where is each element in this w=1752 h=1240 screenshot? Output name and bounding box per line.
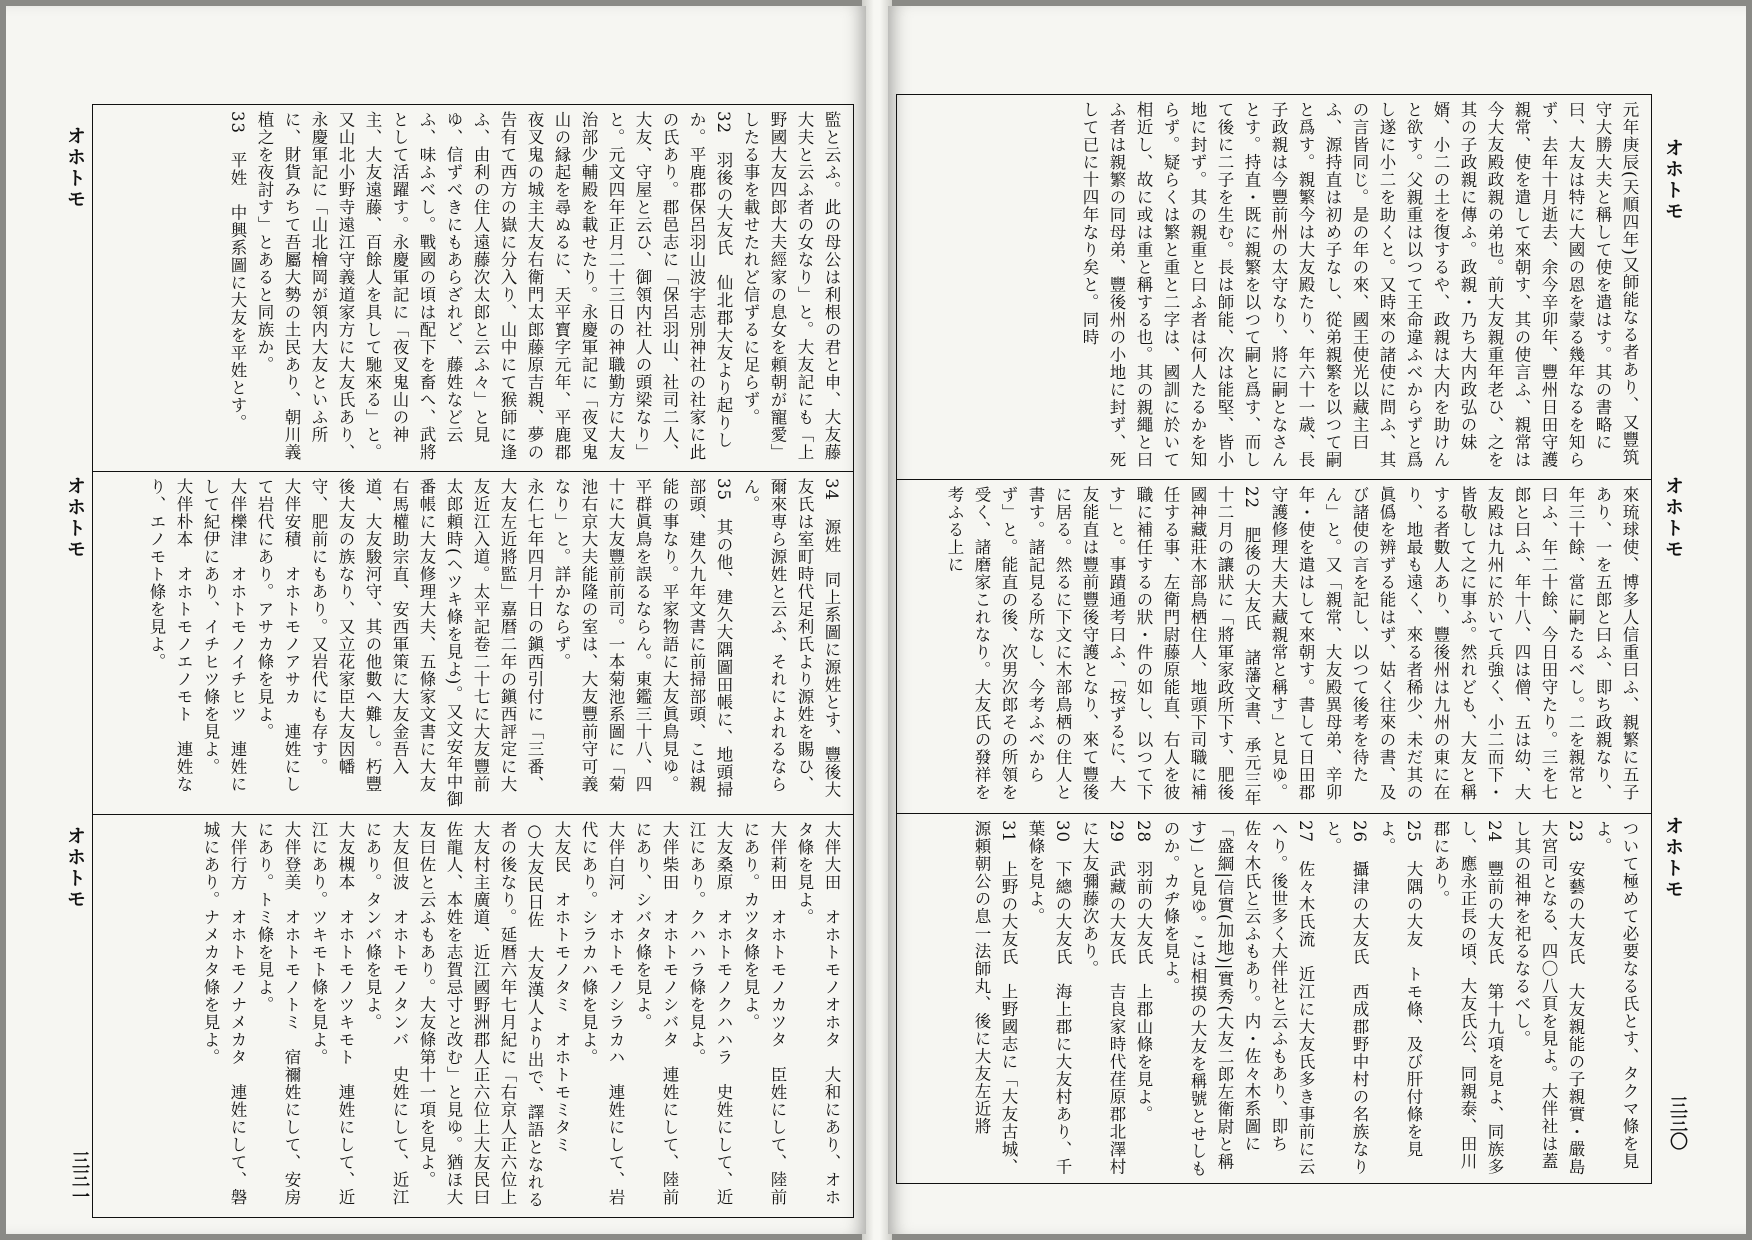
text-frame [92, 104, 854, 1218]
left-page [6, 6, 866, 1234]
section-text: 34 源姓 同上系圖に源姓とす、豐後大友氏は室町時代足利氏より源姓を賜ひ、爾來専ら源姓と云ふ、それによれるならん。 35 其の他、建久大隅圖田帳に、地頭掃部頭、建久九年文書に前掃部頭、こは親能の事なり。平家物語に大友眞鳥見ゆ。平群眞鳥を誤るならん。東鑑三十八、四十に大友豐前前司。一本菊池系圖に「菊池右京大夫能隆の室は、大友豐前守可義なり」と。詳かならず。 永仁七年四月十日の鎭西引付に「三番、大友左近將監」嘉暦二年の鎭西評定に大友近江入道。太平記卷二十七に大友豐前太郎頼時(ヘツキ條を見よ)。又文安年中御番帳に大友修理大夫、五條家文書に大友右馬權助宗直、安西軍策に大友金吾入道、大友駿河守、其の他數へ難し。朽豐後大友の族なり、又立花家臣大友因幡守、肥前にもあり。又岩代にも存す。 大伴安積 オホトモノアサカ 連姓にして岩代にあり。アサカ條を見よ。 大伴櫟津 オホトモノイチヒツ 連姓にして紀伊にあり、イチヒツ條を見よ。 大伴朴本 オホトモノエノモト 連姓なり、エノモト條を見よ。 [147, 478, 841, 808]
running-head: オホトモ [64, 826, 86, 910]
running-head: オホトモ [64, 476, 86, 560]
running-head: オホトモ [1662, 138, 1684, 222]
text-section [93, 471, 853, 815]
text-section [897, 479, 1651, 814]
section-text: ついて極めて必要なる氏とす、タクマ條を見よ。 23 安藝の大友氏 大友親能の子親實・嚴島大宮司となる、四〇八頁を見よ。大伴社は蓋し其の祖神を祀るなるべし。 24 豐前の大友氏 第十九項を見よ、同族多し、應永正長の頃、大友氏公、同親泰、田川郡にあり。 25 大隅の大友 トモ條、及び肝付條を見よ。 26 攝津の大友氏 西成郡野中村の名族なりと。 27 佐々木氏流 近江に大友氏多き事前に云へり。後世多く大伴社と云ふもあり、即ち佐々木氏と云ふもあり。内・佐々木系圖に「盛綱|信實(加地)|實秀(大友二郎左衛尉と稱す)」と見ゆ。こは相摸の大友を稱號とせしものか。カヂ條を見よ。 28 羽前の大友氏 上郡山條を見よ。 29 武藏の大友氏 吉良家時代荏原郡北澤村に大友彌藤次あり。 30 下總の大友氏 海上郡に大友村あり、千葉條を見よ。 31 上野の大友氏 上野國志に「大友古城、源頼朝公の息一法師丸、後に大友左近將 [972, 820, 1639, 1178]
page-number: 三三一 [69, 1151, 90, 1205]
running-head: オホトモ [64, 126, 86, 210]
running-head: オホトモ [1662, 476, 1684, 560]
right-page [888, 6, 1746, 1234]
running-head: オホトモ [1662, 816, 1684, 900]
section-text: 元年庚辰(天順四年)又師能なる者あり、又豐筑守大勝大夫と稱して使を遣はす。其の書略に曰、大友は特に大國の恩を蒙る幾年なるを知らず、去年十月逝去、余今辛卯年、豐州日田守護親常、使を遣して來朝す、其の使言ふ、親常は今大友殿政親の弟也。前大友親重年老ひ、之を其の子政親に傳ふ。政親・乃ち大内政弘の妹婿、小二の土を復するや、政親は大内を助けんと欲す。父親重は以つて王命違ふべからずと爲し遂に小二を助くと。又時來の諸使に問ふ、其の言皆同じ。是の年の來、國王使光以藏主曰ふ、源持直は初め子なし、從弟親繁を以つて嗣と爲す。親繁今は大友殿たり、年六十一歳、長子政親は今豐前州の太守なり、將に嗣となさんとす。持直・既に親繁を以つて嗣と爲す、而して後に二子を生む。長は師能、次は能堅、皆小地に封ず。其の親重と曰ふ者は何人たるかを知らず。疑らくは繁と重と二字は、國訓に於いて相近し、故に或は重と稱する也。其の親繩と曰ふ者は親繁の同母弟、豐後州の小地に封ず、死して已に十四年なり矣と。同時 [1080, 101, 1639, 469]
text-section [93, 814, 853, 1218]
section-text: 大伴大田 オホトモノオホタ 大和にあり、オホタ條を見よ。 大伴莉田 オホトモノカツタ 臣姓にして、陸前にあり。カツタ條を見よ。 大友桑原 オホトモノクハハラ 史姓にして、近江にあり。クハハラ條を見よ。 大伴柴田 オホトモノシバタ 連姓にして、陸前にあり、シバタ條を見よ。 大伴白河 オホトモノシラカハ 連姓にして、岩代にあり。シラカハ條を見よ。 大友民 オホトモノタミ オホトモミタミ ○大友民日佐 大友漢人より出で、譯語となれる者の後なり。延暦六年七月紀に「右京人正六位上大友村主廣道、近江國野洲郡人正六位上大友民曰佐龍人、本姓を志賀忌寸と改む」と見ゆ。猶ほ大友曰佐と云ふもあり。大友條第十一項を見よ。 大友但波 オホトモノタンバ 史姓にして、近江にあり。タンバ條を見よ。 大友槻本 オホトモノツキモト 連姓にして、近江にあり。ツキモト條を見よ。 大伴登美 オホトモノトミ 宿禰姓にして、安房にあり。トミ條を見よ。 大伴行方 オホトモノナメカタ 連姓にして、磐城にあり。ナメカタ條を見よ。 [201, 821, 841, 1209]
page-number: 三三〇 [1667, 1096, 1688, 1150]
text-section [897, 95, 1651, 479]
section-text: 來琉球使、博多人信重曰ふ、親繁に五子あり、一を五郎と曰ふ、即ち政親なり、年三十餘、當に嗣たるべし。二を親常と曰ふ、年二十餘、今日田守たり。三を七郎と曰ふ、年十八、四は僧、五は幼、大友殿は九州に於いて兵強く、小二而下・皆敬して之に事ふ。然れども、大友と稱する者數人あり、豐後州は九州の東に在り、地最も遠く、來る者稀少、未だ其の眞僞を辨ずる能はず、姑く往來の書、及び諸使の言を記し、以つて後考を待たん」と。又「親常、大友殿異母弟、辛卯年・使を遣はして來朝す。書して日田郡守護修理大夫大藏親常と稱す」と見ゆ。 22 肥後の大友氏 諸藩文書、承元三年十二月の讓狀に「將軍家政所下す、肥後國神藏莊木部鳥栖住人、地頭下司職に補任する事、左衛門尉藤原能直、右人を彼職に補任するの狀・件の如し、以つて下す」と。事蹟通考曰ふ、「按ずるに、大友能直は豐前豐後守護となり、來て豐後に居る。然るに下文に木部鳥栖の住人と書す。諸記見る所なし、今考ふべからず」と。能直の後、次男次郎その所領を受く、諸磨家これなり。大友氏の發祥を考ふる上に [945, 486, 1639, 807]
text-section [897, 813, 1651, 1184]
section-text: 監と云ふ。此の母公は利根の君と申、大友藤大夫と云ふ者の女なり」と。大友記にも「上野國大友四郎大夫經家の息女を頼朝が寵愛」したる事を載せたれど信ずるに足らず。 32 羽後の大友氏 仙北郡大友より起りしか。平鹿郡保呂羽山波宇志別神社の社家に此の氏あり。郡邑志に「保呂羽山、社司二人、大友、守屋と云ひ、御領内社人の頭梁なり」と。元文四年正月二十三日の神職勤方に大友治部少輔殿を載せたり。永慶軍記に「夜叉鬼山の縁起を尋ぬるに、天平寳字元年、平鹿郡夜叉鬼の城主大友右衛門太郎藤原吉親、夢の告有て西方の嶽に分入り、山中にて猴師に逢ふ、由利の住人遠藤次太郎と云ふ々」と見ゆ、信ずべきにもあらざれど、藤姓など云ふ、味ふべし。戰國の頃は配下を畜へ、武將として活躍す。永慶軍記に「夜叉鬼山の神主、大友遠藤、百餘人を具して馳來る」と。又山北小野寺遠江守義道家方に大友氏あり、永慶軍記に「山北檜岡が領内大友といふ所に、財貨みちて吾屬大勢の土民あり、朝川義植之を夜討す」とあると同族か。 33 平姓 中興系圖に大友を平姓とす。 [228, 111, 841, 461]
text-frame [896, 94, 1652, 1184]
text-section [93, 105, 853, 471]
